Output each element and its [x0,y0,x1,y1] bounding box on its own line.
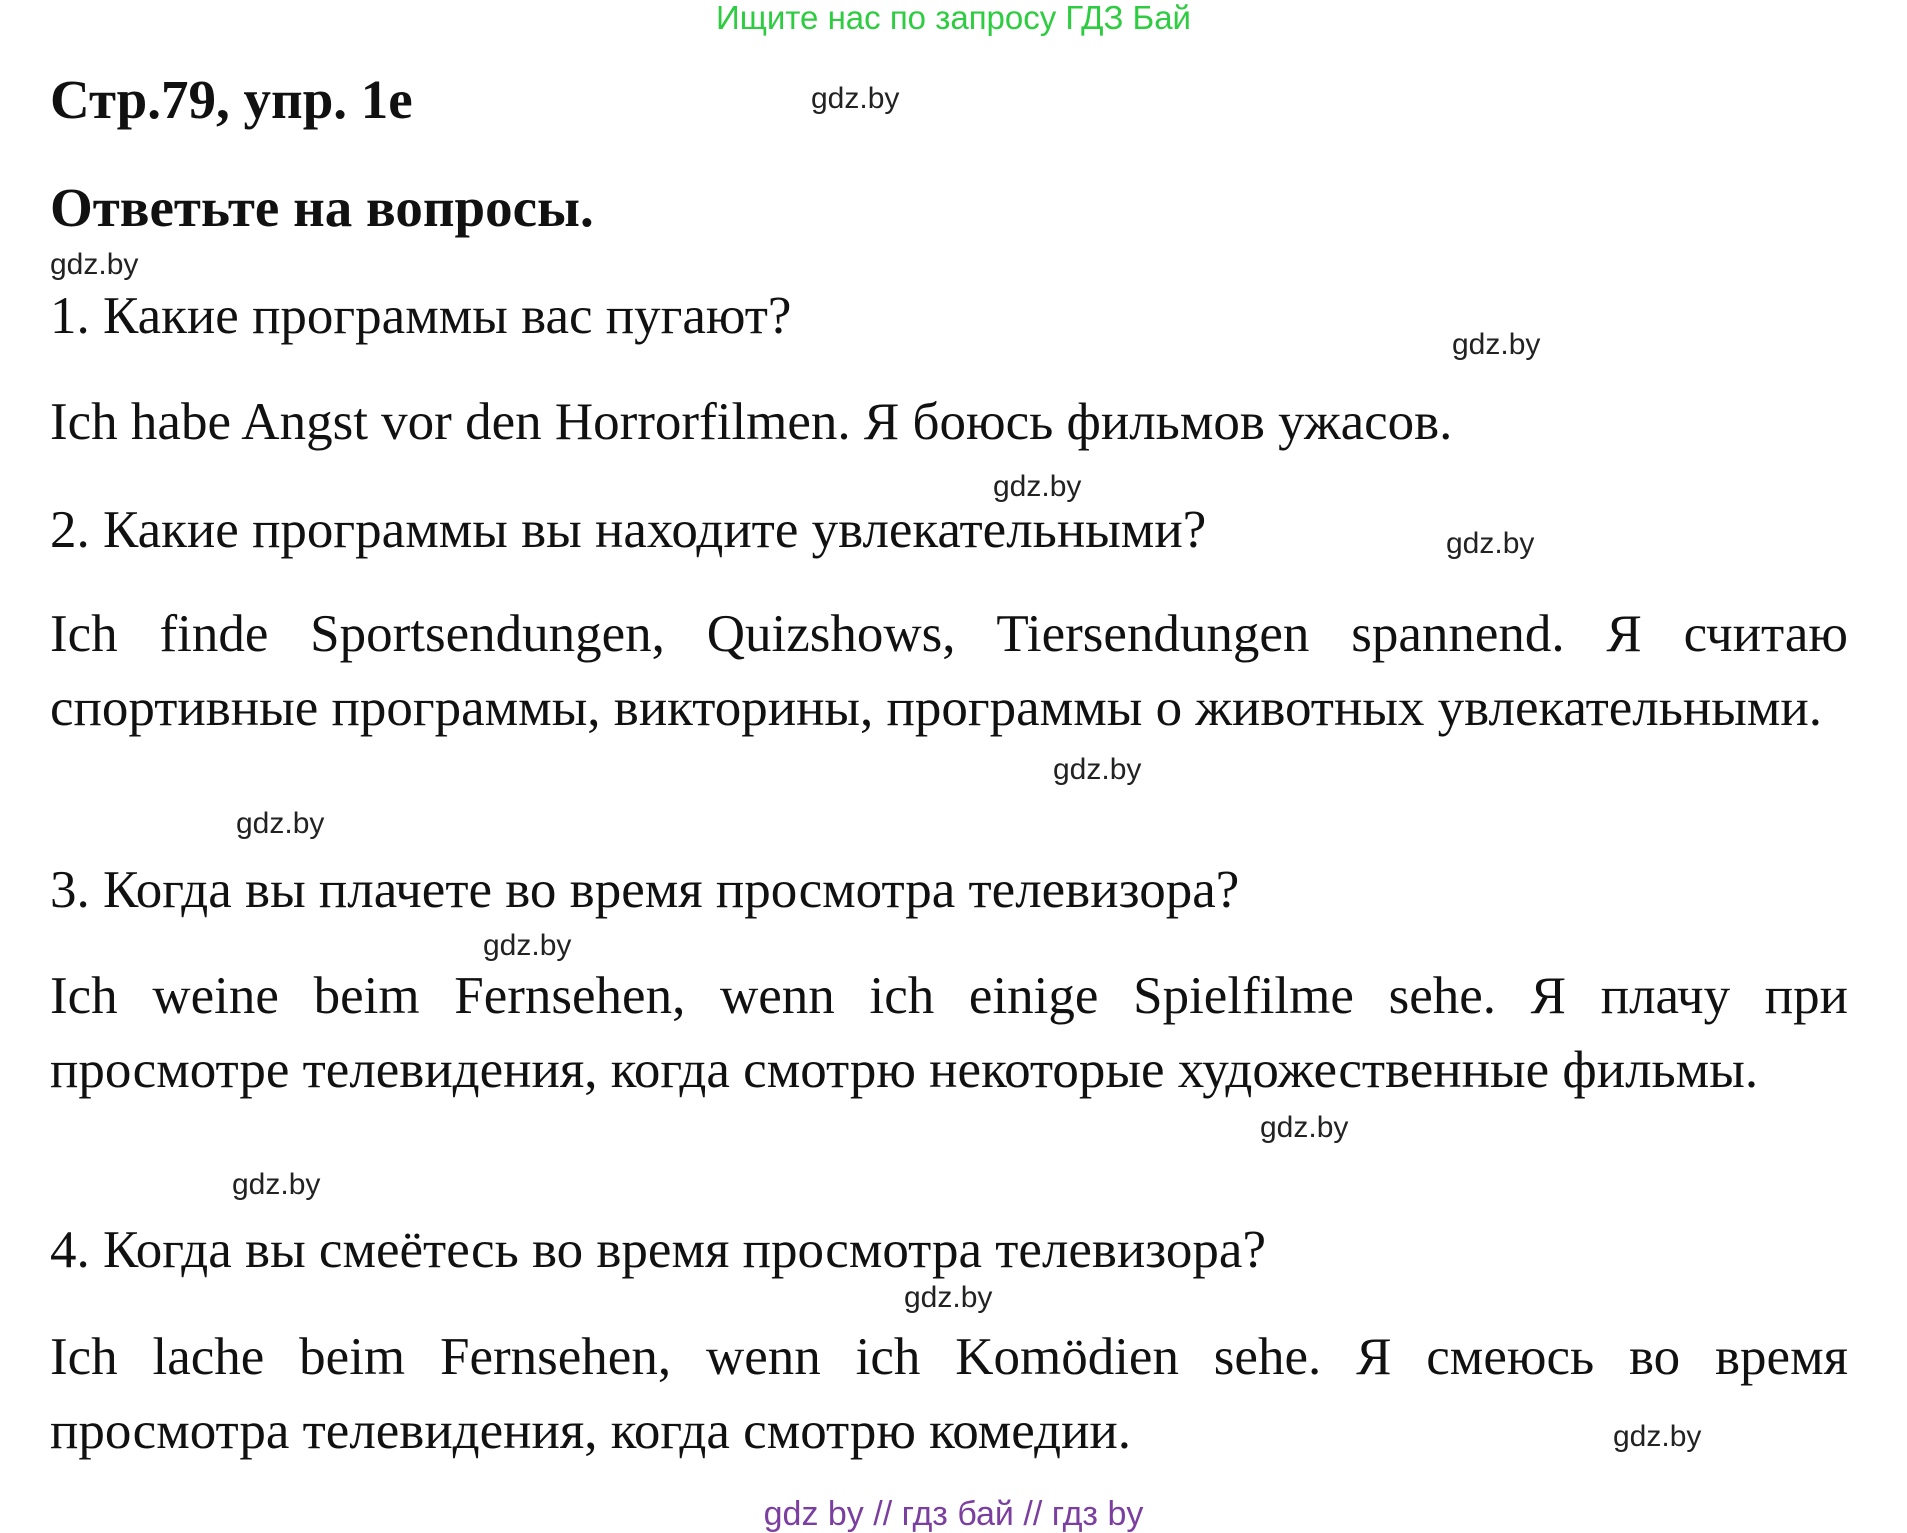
page-title: Стр.79, упр. 1е [50,69,413,130]
watermark: gdz.by [50,248,139,281]
question-4: 4. Когда вы смеётесь во время просмотра телевизора? [50,1221,1266,1279]
watermark: gdz.by [1613,1420,1702,1453]
watermark: gdz.by [232,1168,321,1201]
answer-1: Ich habe Angst vor den Horrorfilmen. Я боюсь фильмов ужасов. [50,393,1453,451]
question-3: 3. Когда вы плачете во время просмотра телевизора? [50,861,1240,919]
watermark: gdz.by [811,82,900,115]
answer-3: Ich weine beim Fernsehen, wenn ich einige Spielfilme sehe. Я плачу при просмотре телевидения, когда смотрю некоторые художественные фильмы. [50,967,1848,1099]
watermark: gdz.by [483,929,572,962]
watermark: gdz.by [1053,753,1142,786]
answer-4: Ich lache beim Fernsehen, wenn ich Komödien sehe. Я смеюсь во время просмотра телевидения, когда смотрю комедии. [50,1328,1848,1460]
footer-links: gdz by // гдз бай // гдз by [763,1495,1144,1533]
watermark: gdz.by [904,1281,993,1314]
watermark: gdz.by [1446,527,1535,560]
watermark: gdz.by [236,807,325,840]
watermark: gdz.by [1260,1111,1349,1144]
watermark: gdz.by [993,470,1082,503]
instruction-heading: Ответьте на вопросы. [50,177,594,238]
answer-2: Ich finde Sportsendungen, Quizshows, Tiersendungen spannend. Я считаю спортивные программы, викторины, программы о животных увлекательными. [50,605,1848,737]
question-1: 1. Какие программы вас пугают? [50,287,792,345]
question-2: 2. Какие программы вы находите увлекательными? [50,501,1207,559]
search-banner: Ищите нас по запросу ГДЗ Бай [716,0,1191,36]
watermark: gdz.by [1452,328,1541,361]
